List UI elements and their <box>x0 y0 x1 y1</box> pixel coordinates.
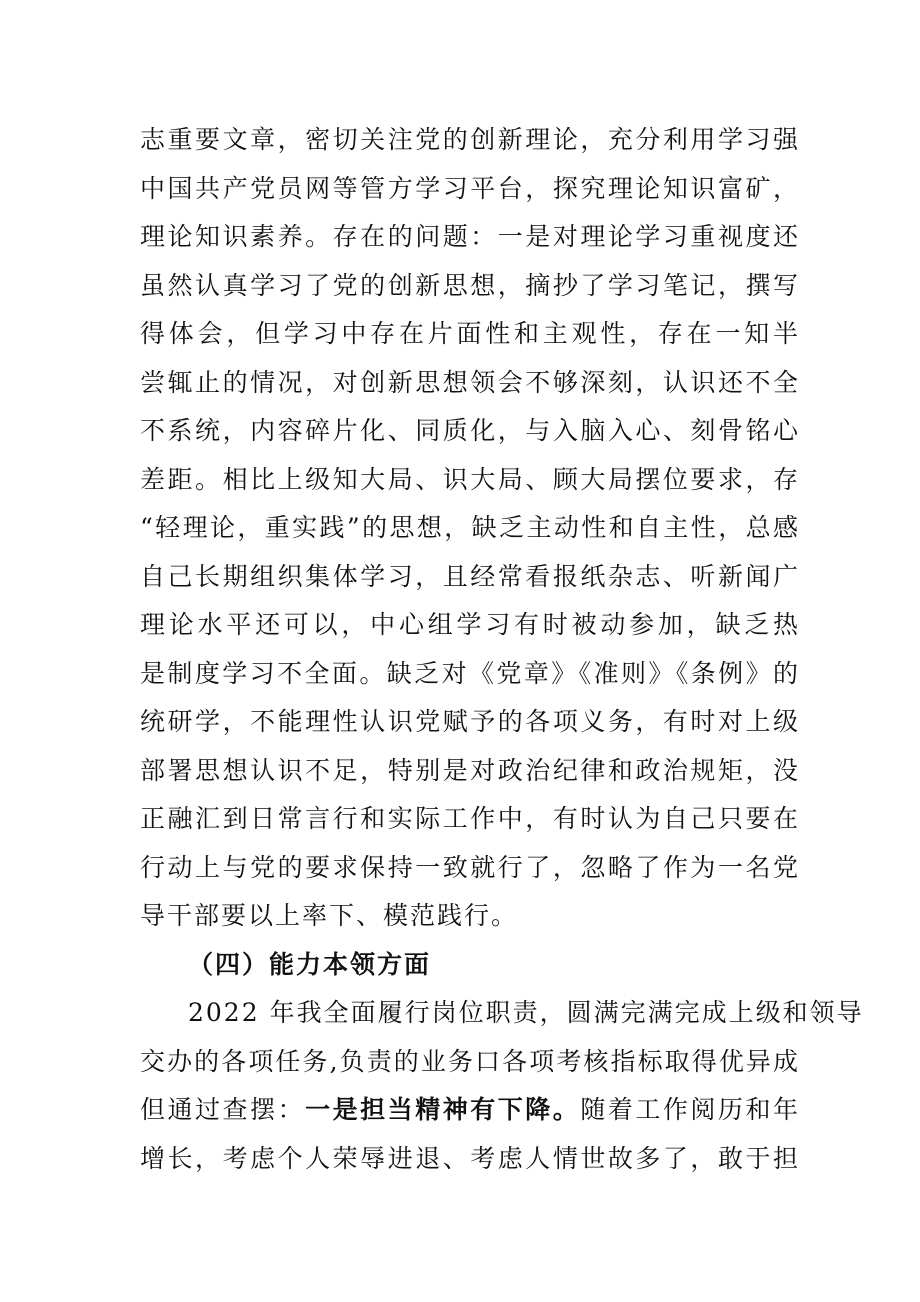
paragraph-line-4: 虽然认真学习了党的创新思想，摘抄了学习笔记，撰写 <box>140 270 800 300</box>
paragraph-line-10: 自己长期组织集体学习，且经常看报纸杂志、听新闻广 <box>140 561 800 591</box>
paragraph-line-3: 理论知识素养。存在的问题：一是对理论学习重视度还 <box>140 222 800 251</box>
paragraph-line-13: 统研学，不能理性认识党赋予的各项义务，有时对上级 <box>140 707 800 736</box>
paragraph-line-5: 得体会，但学习中存在片面性和主观性，存在一知半 <box>140 319 800 348</box>
paragraph-line-8: 差距。相比上级知大局、识大局、顾大局摆位要求，存 <box>140 464 800 494</box>
paragraph-line-16: 行动上与党的要求保持一致就行了，忽略了作为一名党 <box>140 852 800 882</box>
paragraph-line-11: 理论水平还可以，中心组学习有时被动参加，缺乏热 <box>140 610 800 639</box>
paragraph-line-14: 部署思想认识不足，特别是对政治纪律和政治规矩，没 <box>140 755 800 785</box>
section-heading: （四）能力本领方面 <box>188 949 432 979</box>
section-line-3 <box>140 1086 800 1135</box>
paragraph-line-2: 中国共产党员网等管方学习平台，探究理论知识富矿， <box>140 173 800 203</box>
paragraph-line-7: 不系统，内容碎片化、同质化，与入脑入心、刻骨铭心 <box>140 416 800 445</box>
mixed-prefix: 但通过查摆： <box>140 1095 306 1124</box>
body-text <box>140 116 864 1183</box>
section-line-4: 增长，考虑个人荣辱进退、考虑人情世故多了，敢于担 <box>140 1143 800 1173</box>
paragraph-line-1: 志重要文章，密切关注党的创新理论，充分利用学习强 <box>140 125 800 154</box>
paragraph-line-9: “轻理论，重实践”的思想，缺乏主动性和自主性，总感 <box>140 513 800 542</box>
section-line-1: 2022 年我全面履行岗位职责，圆满完满完成上级和领导 <box>188 998 864 1027</box>
bold-phrase: 一是担当精神有下降。 <box>305 1095 581 1124</box>
paragraph-line-15: 正融汇到日常言行和实际工作中，有时认为自己只要在 <box>140 804 800 833</box>
paragraph-line-17: 导干部要以上率下、模范践行。 <box>140 901 519 930</box>
mixed-suffix: 随着工作阅历和年 <box>580 1095 800 1124</box>
paragraph-line-6: 尝辄止的情况，对创新思想领会不够深刻，认识还不全 <box>140 367 800 397</box>
paragraph-line-12: 是制度学习不全面。缺乏对《党章》《准则》《条例》的 <box>140 658 800 688</box>
section-line-2: 交办的各项任务,负责的业务口各项考核指标取得优异成 <box>140 1046 800 1076</box>
